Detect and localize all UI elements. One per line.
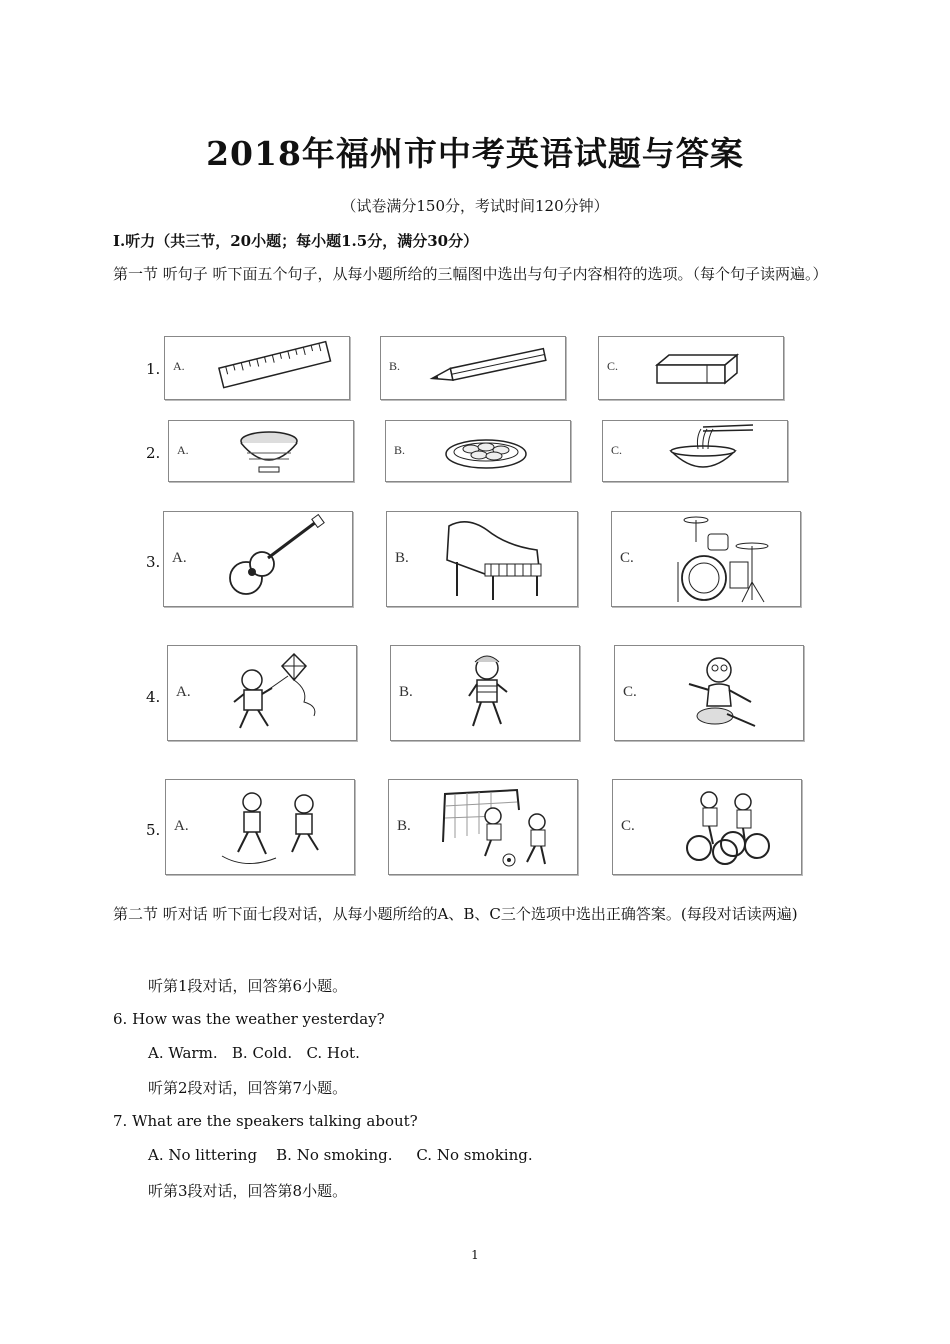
kids-skating-icon: [166, 780, 354, 874]
dialog-note: 听第2段对话，回答第7小题。: [148, 1079, 348, 1097]
option-a: A. Warm.: [148, 1044, 218, 1062]
option-card: [598, 336, 784, 400]
part2-instruction: 第二节 听对话 听下面七段对话，从每小题所给的A、B、C三个选项中选出正确答案。(每段对话读两遍): [113, 905, 798, 923]
option-label: A.: [173, 359, 185, 373]
option-c: C. No smoking.: [416, 1146, 533, 1164]
guitar-icon: [164, 512, 352, 606]
dumplings-plate-icon: [386, 421, 570, 481]
option-label: A.: [176, 684, 191, 700]
option-card: [388, 779, 578, 875]
boy-kite-icon: [168, 646, 356, 740]
option-card: [614, 645, 804, 741]
option-label: C.: [611, 443, 623, 457]
dialog-note: 听第3段对话，回答第8小题。: [148, 1182, 348, 1200]
question-6: 6. How was the weather yesterday?: [113, 1010, 385, 1028]
eraser-icon: [599, 337, 783, 399]
option-card: [168, 420, 354, 482]
piano-icon: [387, 512, 577, 606]
option-label: B.: [399, 684, 413, 700]
option-label: C.: [607, 359, 619, 373]
boy-dancing-icon: [391, 646, 579, 740]
boy-sitting-icon: [615, 646, 803, 740]
option-card: [390, 645, 580, 741]
option-card: [602, 420, 788, 482]
option-card: [380, 336, 566, 400]
option-card: [385, 420, 571, 482]
question-7: 7. What are the speakers talking about?: [113, 1112, 418, 1130]
part1-instruction: 第一节 听句子 听下面五个句子，从每小题所给的三幅图中选出与句子内容相符的选项。（每个句子读两遍。）: [113, 265, 828, 283]
kids-cycling-icon: [613, 780, 801, 874]
question-number: 4.: [146, 688, 161, 706]
exam-info: （试卷满分150分，考试时间120分钟）: [341, 197, 609, 215]
option-a: A. No littering: [148, 1146, 258, 1164]
option-label: C.: [623, 684, 637, 700]
option-label: A.: [177, 443, 189, 457]
option-card: [164, 336, 350, 400]
drums-icon: [612, 512, 800, 606]
option-b: B. No smoking.: [276, 1146, 393, 1164]
option-label: A.: [172, 550, 187, 566]
answer-options: [148, 1146, 533, 1164]
option-label: B.: [389, 359, 401, 373]
option-c: C. Hot.: [306, 1044, 360, 1062]
answer-options: [148, 1044, 360, 1062]
option-card: [167, 645, 357, 741]
rice-bowl-icon: [169, 421, 353, 481]
option-b: B. Cold.: [231, 1044, 293, 1062]
page-title: 2018年福州市中考英语试题与答案: [206, 134, 744, 173]
option-label: B.: [395, 550, 409, 566]
option-label: B.: [397, 818, 411, 834]
option-card: [386, 511, 578, 607]
option-label: C.: [620, 550, 634, 566]
section-heading: I.听力（共三节，20小题；每小题1.5分，满分30分）: [113, 232, 479, 250]
option-card: [165, 779, 355, 875]
dialog-note: 听第1段对话，回答第6小题。: [148, 977, 348, 995]
option-label: C.: [621, 818, 635, 834]
option-label: B.: [394, 443, 406, 457]
question-number: 2.: [146, 444, 161, 462]
question-number: 3.: [146, 553, 161, 571]
page-number: 1: [471, 1248, 479, 1262]
option-label: A.: [174, 818, 189, 834]
option-card: [163, 511, 353, 607]
kids-soccer-icon: [389, 780, 577, 874]
question-number: 5.: [146, 821, 161, 839]
noodles-bowl-icon: [603, 421, 787, 481]
pencil-icon: [381, 337, 565, 399]
option-card: [611, 511, 801, 607]
question-number: 1.: [146, 360, 161, 378]
ruler-icon: [165, 337, 349, 399]
option-card: [612, 779, 802, 875]
